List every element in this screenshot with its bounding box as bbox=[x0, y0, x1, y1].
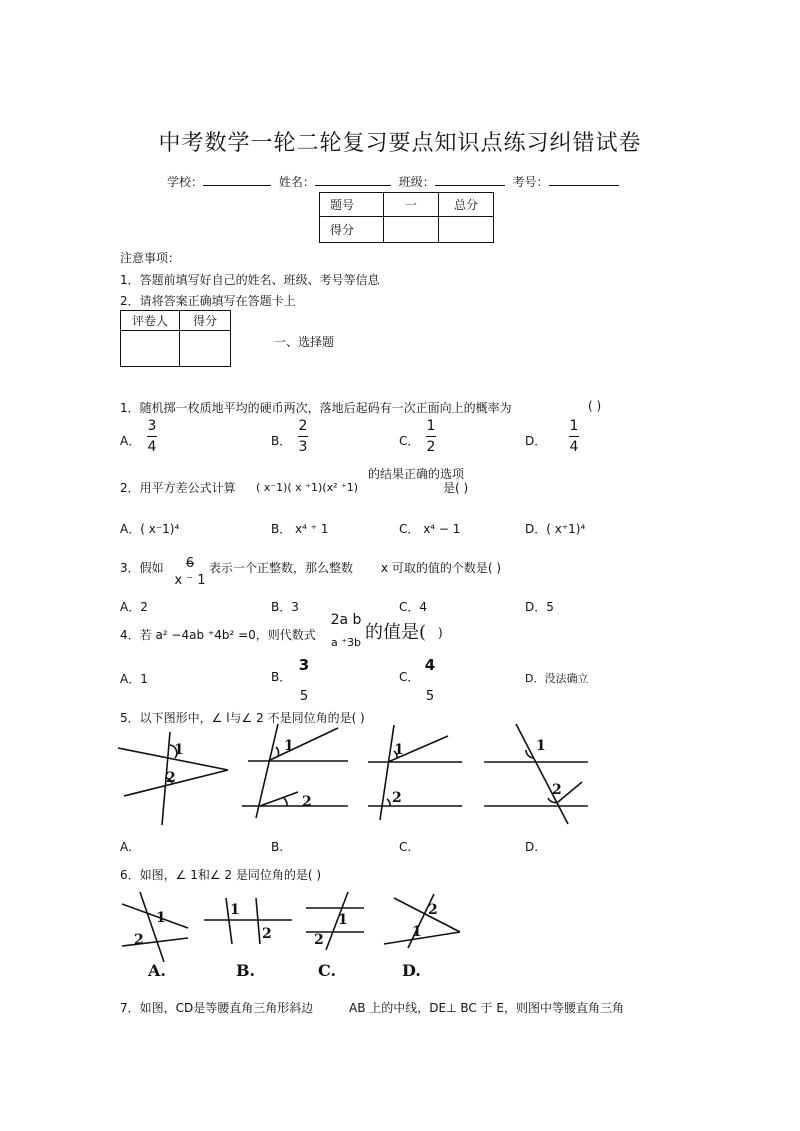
q3-option-b[interactable]: B．3 bbox=[271, 600, 299, 614]
svg-text:2: 2 bbox=[428, 902, 438, 918]
class-label: 班级： bbox=[398, 175, 435, 189]
score-cell[interactable] bbox=[439, 217, 494, 243]
q2-option-d[interactable]: D．( x⁺1)⁴ bbox=[525, 522, 586, 536]
q1-option-b[interactable]: B． bbox=[271, 434, 292, 448]
svg-text:B.: B. bbox=[236, 961, 256, 980]
svg-text:1: 1 bbox=[536, 738, 546, 754]
q2-option-b[interactable]: B． x⁴ ⁺ 1 bbox=[271, 522, 329, 536]
svg-text:2: 2 bbox=[314, 932, 324, 948]
q5-figure-b bbox=[242, 724, 348, 818]
svg-text:1: 1 bbox=[284, 738, 294, 754]
q2-stem: 2．用平方差公式计算 bbox=[120, 481, 236, 495]
q1-fraction-b: 2 3 bbox=[298, 418, 308, 455]
q4-option-a[interactable]: A．1 bbox=[120, 672, 148, 686]
svg-text:2: 2 bbox=[302, 794, 312, 810]
note-item: 2．请将答案正确填写在答题卡上 bbox=[120, 294, 296, 308]
svg-text:1: 1 bbox=[174, 742, 184, 758]
q2-tail-2: 是( ) bbox=[443, 481, 469, 495]
q5-figure-d bbox=[484, 724, 588, 824]
q5-option-b[interactable]: B. bbox=[271, 840, 284, 854]
svg-text:2: 2 bbox=[392, 790, 402, 806]
score-cell[interactable] bbox=[384, 217, 439, 243]
q5-option-d[interactable]: D. bbox=[525, 840, 539, 854]
svg-text:2: 2 bbox=[262, 926, 272, 942]
school-field[interactable] bbox=[203, 175, 271, 186]
q3-stem-a: 3．假如 bbox=[120, 561, 164, 575]
section-title: 一、选择题 bbox=[274, 335, 335, 349]
q1-stem: 1．随机掷一枚质地平均的硬币两次，落地后起码有一次正面向上的概率为 bbox=[120, 401, 512, 415]
q1-fraction-d: 1 4 bbox=[569, 418, 579, 455]
school-label: 学校： bbox=[167, 175, 204, 189]
exam-no-field[interactable] bbox=[549, 175, 619, 186]
q7-stem-a: 7．如图，CD是等腰直角三角形斜边 bbox=[120, 1001, 314, 1015]
q2-option-c[interactable]: C． x⁴ − 1 bbox=[399, 522, 461, 536]
score-header-cell: 题号 bbox=[320, 193, 384, 217]
note-item: 1．答题前填写好自己的姓名、班级、考号等信息 bbox=[120, 273, 380, 287]
q6-figure-d bbox=[384, 894, 460, 980]
svg-text:A.: A. bbox=[148, 961, 166, 980]
q7-stem-b: AB 上的中线，DE⊥ BC 于 E，则图中等腰直角三角 bbox=[349, 1001, 624, 1015]
q4-fraction-c: 4 5 bbox=[424, 656, 436, 704]
q4-fraction-b: 3 5 bbox=[298, 656, 310, 704]
q5-option-c[interactable]: C. bbox=[399, 840, 412, 854]
q6-figure-a bbox=[122, 892, 188, 980]
info-line bbox=[167, 173, 619, 190]
score-header-cell: 一 bbox=[384, 193, 439, 217]
grader-cell[interactable] bbox=[121, 331, 180, 367]
score-row-label: 得分 bbox=[320, 217, 384, 243]
q2-option-a[interactable]: A．( x⁻1)⁴ bbox=[120, 522, 180, 536]
q4-option-d[interactable]: D．没法确立 bbox=[525, 672, 589, 685]
svg-text:2: 2 bbox=[166, 770, 176, 786]
q6-figure-b bbox=[204, 898, 292, 980]
svg-text:1: 1 bbox=[412, 924, 422, 940]
q3-stem-c: x 可取的值的个数是( ) bbox=[381, 561, 502, 575]
score-header-cell: 总分 bbox=[439, 193, 494, 217]
q1-option-a[interactable]: A． bbox=[120, 434, 141, 448]
name-field[interactable] bbox=[315, 175, 391, 186]
svg-text:1: 1 bbox=[156, 910, 166, 926]
q1-option-c[interactable]: C． bbox=[399, 434, 420, 448]
q5-figure-a bbox=[118, 732, 228, 825]
grader-header-cell: 得分 bbox=[180, 311, 231, 331]
q6-stem: 6．如图，∠ 1和∠ 2 是同位角的是( ) bbox=[120, 868, 322, 882]
notes-heading: 注意事项： bbox=[120, 251, 181, 265]
q3-fraction: 6 x ⁻ 1 bbox=[174, 556, 206, 588]
q2-tail-1: 的结果正确的选项 bbox=[368, 467, 465, 481]
q4-option-c[interactable]: C． bbox=[399, 670, 420, 684]
q5-figures bbox=[112, 720, 602, 832]
q1-paren: ( ) bbox=[588, 399, 602, 413]
page-title: 中考数学一轮二轮复习要点知识点练习纠错试卷 bbox=[158, 131, 642, 156]
q6-figures bbox=[112, 884, 472, 980]
q6-figure-c bbox=[306, 892, 364, 980]
q1-fraction-c: 1 2 bbox=[426, 418, 436, 455]
exam-no-label: 考号： bbox=[512, 175, 549, 189]
grader-cell[interactable] bbox=[180, 331, 231, 367]
q3-option-a[interactable]: A．2 bbox=[120, 600, 148, 614]
q5-figure-c bbox=[368, 725, 462, 820]
q4-fraction: 2a b a ⁺3b bbox=[330, 612, 362, 649]
score-table bbox=[319, 192, 494, 243]
name-label: 姓名： bbox=[278, 175, 315, 189]
q5-stem: 5．以下图形中，∠ l与∠ 2 不是同位角的是( ) bbox=[120, 711, 365, 725]
grader-table bbox=[120, 310, 231, 367]
q3-option-c[interactable]: C．4 bbox=[399, 600, 428, 614]
q4-stem-a: 4．若 a² −4ab ⁺4b² =0，则代数式 bbox=[120, 628, 316, 642]
svg-text:C.: C. bbox=[318, 961, 337, 980]
svg-text:1: 1 bbox=[230, 902, 240, 918]
q1-option-d[interactable]: D． bbox=[525, 434, 547, 448]
svg-text:2: 2 bbox=[134, 932, 144, 948]
svg-text:1: 1 bbox=[338, 912, 348, 928]
q1-fraction-a: 3 4 bbox=[147, 418, 157, 455]
grader-header-cell: 评卷人 bbox=[121, 311, 180, 331]
q3-stem-b: 表示一个正整数，那么整数 bbox=[209, 561, 354, 575]
class-field[interactable] bbox=[435, 175, 505, 186]
q5-option-a[interactable]: A. bbox=[120, 840, 132, 854]
q2-expression: ( x⁻1)( x ⁺1)(x² ⁺1) bbox=[256, 481, 359, 494]
q4-option-b[interactable]: B． bbox=[271, 670, 292, 684]
q4-paren: ) bbox=[438, 626, 443, 640]
q3-option-d[interactable]: D．5 bbox=[525, 600, 554, 614]
q4-stem-b: 的值是( bbox=[365, 622, 427, 643]
svg-text:2: 2 bbox=[552, 782, 562, 798]
svg-text:1: 1 bbox=[394, 742, 404, 758]
svg-text:D.: D. bbox=[402, 961, 421, 980]
